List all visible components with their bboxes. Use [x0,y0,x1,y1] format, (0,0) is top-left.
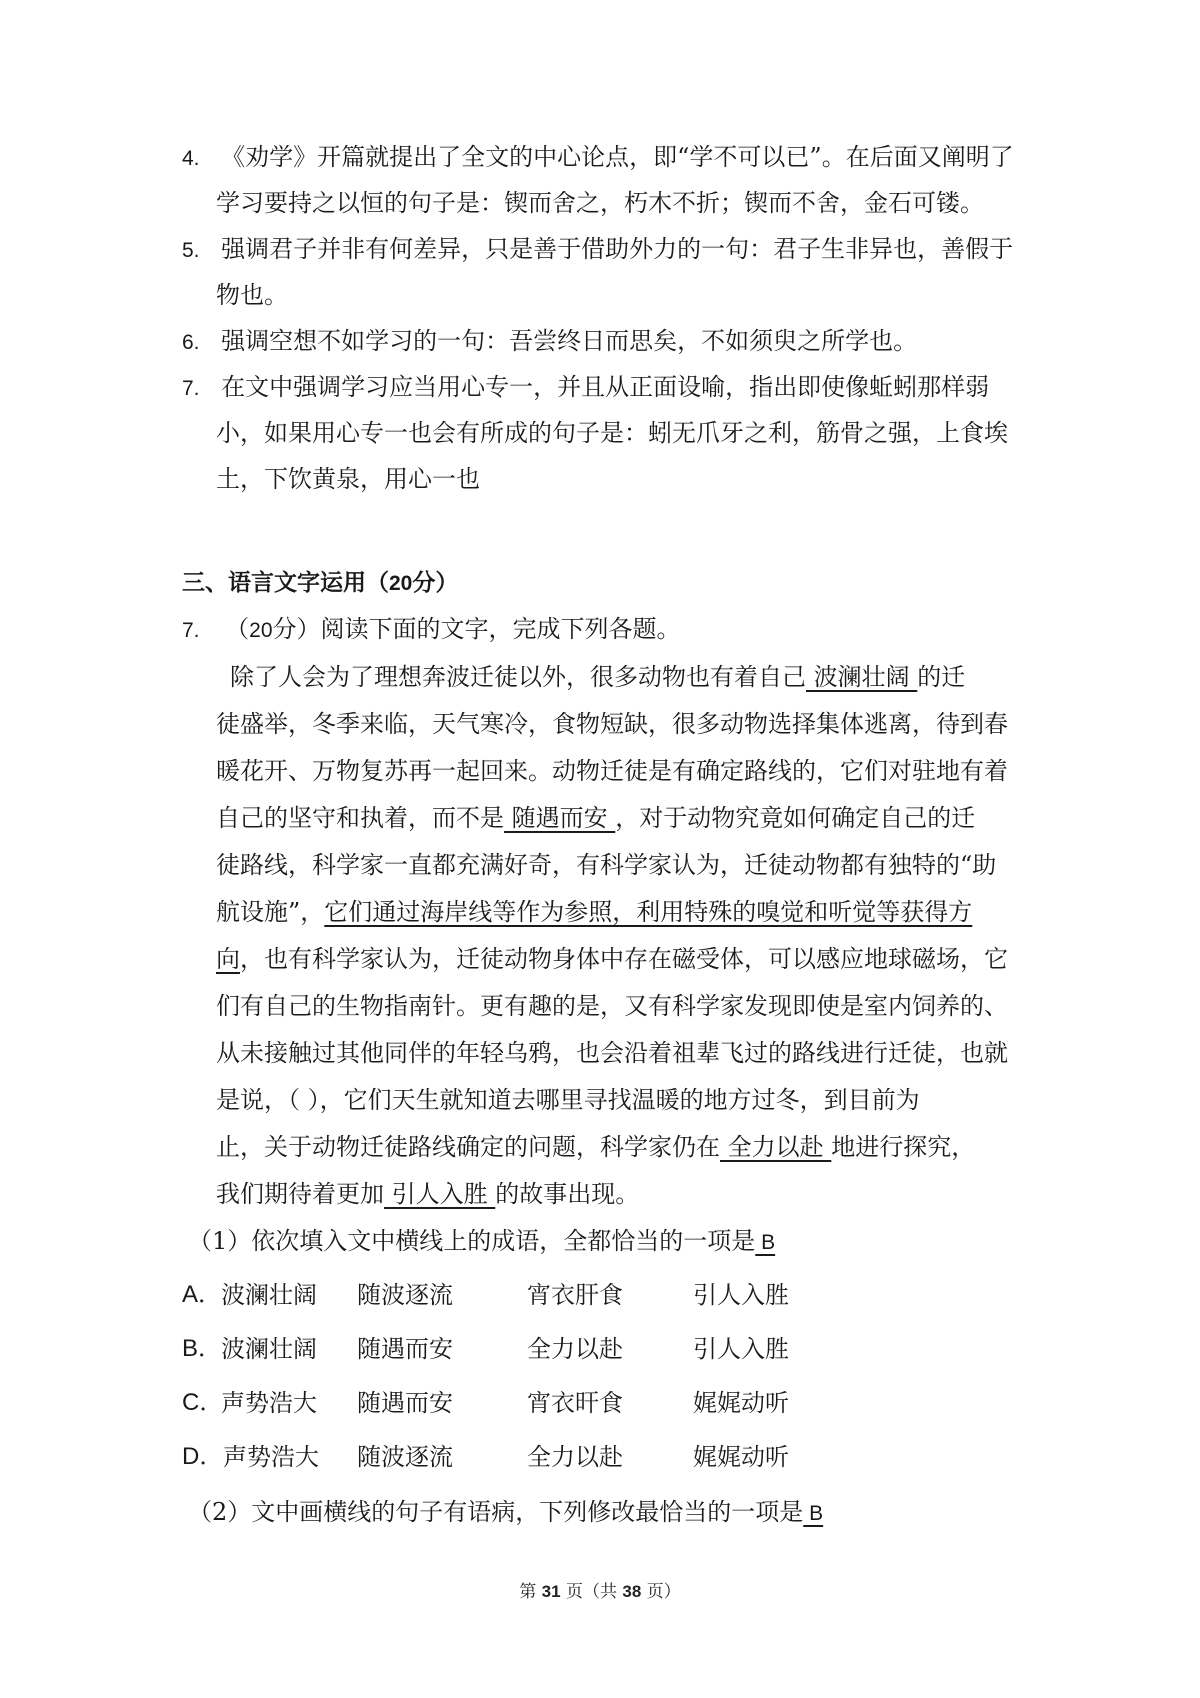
section-heading: 三、语言文字运用（20分） [182,570,459,596]
item-number: 7. [182,377,200,400]
blank-answer: 波澜壮阔 [806,663,918,691]
option-word: 随遇而安 [357,1335,453,1363]
item-4-continuation: 学习要持之以恒的句子是：锲而舍之，朽木不折；锲而不舍，金石可镂。 [216,189,984,217]
option-word: 引人入胜 [693,1281,789,1309]
item-number: 4. [182,147,200,170]
item-number: 6. [182,331,200,354]
option-word: 声势浩大 [221,1389,317,1417]
passage-line: 自己的坚守和执着，而不是 随遇而安 ，对于动物究竟如何确定自己的迁 [216,804,976,832]
item-7-continuation: 土，下饮黄泉，用心一也 [216,465,480,493]
passage-line: 从未接触过其他同伴的年轻乌鸦，也会沿着祖辈飞过的路线进行迁徒，也就 [216,1039,1008,1067]
option-word: 随波逐流 [357,1443,453,1471]
option-word: 娓娓动听 [693,1443,789,1471]
option-word: 波澜壮阔 [221,1281,317,1309]
question-prompt: 分）阅读下面的文字，完成下列各题。 [272,615,681,643]
list-item-7 [182,370,989,404]
page-total: 38 [622,1582,642,1601]
passage-line: 徒路线，科学家一直都充满好奇，有科学家认为，迁徒动物都有独特的“助 [216,851,997,879]
blank-answer: 引人入胜 [384,1180,496,1208]
option-word: 随波逐流 [357,1281,453,1309]
item-5-continuation: 物也。 [216,281,288,309]
page-number: 31 [541,1582,561,1601]
blank-answer: 随遇而安 [504,804,616,832]
underlined-sentence: 向 [216,945,240,973]
item-text: 《劝学》开篇就提出了全文的中心论点，即“学不可以已”。在后面又阐明了 [221,143,1014,171]
answer-blank: B [803,1502,824,1525]
option-word: 全力以赴 [527,1335,623,1363]
option-letter: B． [182,1335,223,1362]
list-item-6 [182,324,917,358]
underlined-sentence: 它们通过海岸线等作为参照，利用特殊的嗅觉和听觉等获得方 [324,898,973,926]
sub-question-1: （1）依次填入文中横线上的成语，全都恰当的一项是 B [188,1227,776,1255]
option-word: 声势浩大 [223,1443,319,1471]
question-score: 20 [249,619,273,642]
blank-answer: 全力以赴 [720,1133,832,1161]
option-word: 波澜壮阔 [221,1335,317,1363]
option-word: 宵衣旰食 [527,1389,623,1417]
sub-question-2: （2）文中画横线的句子有语病，下列修改最恰当的一项是 B [188,1498,824,1526]
answer-blank: B [755,1231,776,1254]
option-word: 随遇而安 [357,1389,453,1417]
item-text: 强调君子并非有何差异，只是善于借助外力的一句：君子生非异也，善假于 [221,235,1014,263]
option-letter: C． [182,1389,224,1416]
option-word: 宵衣肝食 [527,1281,623,1309]
option-word: 娓娓动听 [693,1389,789,1417]
question-number: 7. [182,619,200,642]
option-letter: A． [182,1281,223,1308]
passage-line: 除了人会为了理想奔波迁徒以外，很多动物也有着自己 波澜壮阔 的迁 [230,663,966,691]
option-word: 引人入胜 [693,1335,789,1363]
passage-line: 暖花开、万物复苏再一起回来。动物迁徒是有确定路线的，它们对驻地有着 [216,757,1008,785]
list-item-5 [182,232,1013,266]
question-header: 7. （20分）阅读下面的文字，完成下列各题。 [182,615,681,643]
passage-line: 们有自己的生物指南针。更有趣的是，又有科学家发现即使是室内饲养的、 [216,992,1008,1020]
option-word: 全力以赴 [527,1443,623,1471]
item-text: 强调空想不如学习的一句：吾尝终日而思矣，不如须臾之所学也。 [221,327,918,355]
page-footer: 第 31 页（共 38 页） [519,1582,681,1602]
item-number: 5. [182,239,200,262]
passage-line: 向，也有科学家认为，迁徒动物身体中存在磁受体，可以感应地球磁场，它 [216,945,1008,973]
passage-line: 是说，（ ），它们天生就知道去哪里寻找温暖的地方过冬，到目前为 [216,1086,920,1114]
list-item-4 [182,140,1014,174]
option-letter: D． [182,1443,224,1470]
item-text: 在文中强调学习应当用心专一，并且从正面设喻，指出即使像蚯蚓那样弱 [221,373,990,401]
passage-line: 航设施”，它们通过海岸线等作为参照，利用特殊的嗅觉和听觉等获得方 [216,898,973,926]
item-7-continuation: 小，如果用心专一也会有所成的句子是：蚓无爪牙之利，筋骨之强，上食埃 [216,419,1008,447]
passage-line: 止，关于动物迁徒路线确定的问题，科学家仍在 全力以赴 地进行探究， [216,1133,976,1161]
passage-line: 我们期待着更加 引人入胜 的故事出现。 [216,1180,640,1208]
passage-line: 徒盛举，冬季来临，天气寒冷，食物短缺，很多动物选择集体逃离，待到春 [216,710,1008,738]
